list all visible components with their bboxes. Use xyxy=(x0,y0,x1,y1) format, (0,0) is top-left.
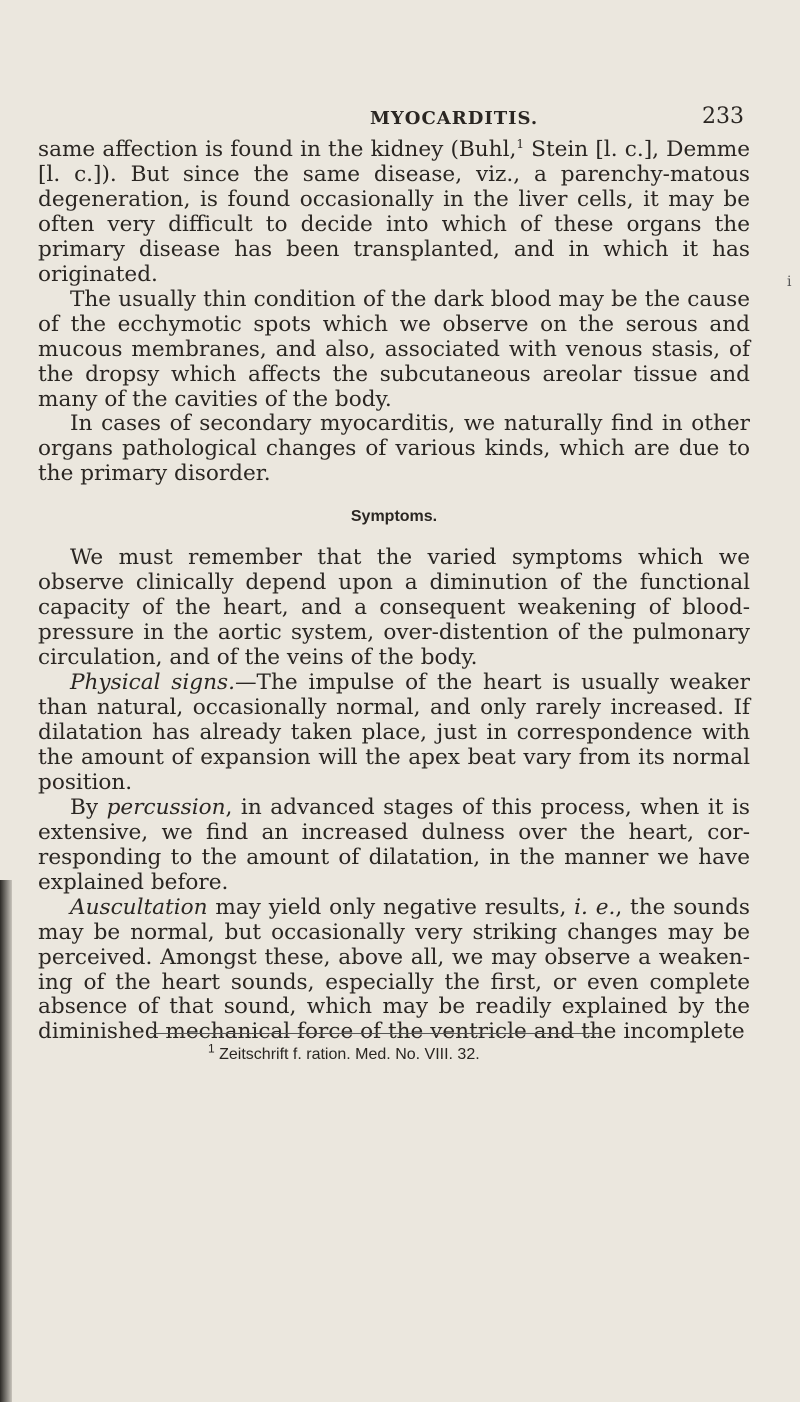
run-in-heading: percussion xyxy=(106,794,226,820)
margin-mark: i xyxy=(787,274,792,290)
footnote-marker: 1 xyxy=(208,1041,215,1056)
footnote-ref: 1 xyxy=(516,136,524,151)
page-header xyxy=(0,96,800,136)
footnote-text: Zeitschrift f. ration. Med. No. VIII. 32. xyxy=(214,1046,480,1063)
paragraph-6: Physical signs.—The impulse of the heart is usually weaker than natural, occasionally normal, and only rarely increased. If dilatation has already taken place, just in correspondence with the amount of expansion will the apex beat vary from its normal position. xyxy=(38,670,750,795)
paragraph-2: The usually thin condition of the dark blood may be the cause of the ecchymotic spots which we observe on the serous and mucous membranes, and also, associated with venous stasis, of the dropsy which affects the subcutaneous areolar tissue and many of the cavities of the body. xyxy=(38,286,750,412)
paragraph-3: In cases of secondary myocarditis, we naturally find in other organs pathological changes of various kinds, which are due to the primary disorder. xyxy=(38,411,750,487)
paragraph-1: same affection is found in the kidney (Buhl,$^1$ Stein [l. c.], Demme [l. c.]). But since the same disease, viz., a parenchy-matous degeneration, is found occasionally in the liver cells, it may be often very difficult to decide into which of these organs the primary disease has been transplanted, and in which it has originated. xyxy=(38,136,750,287)
run-in-heading: Physical signs. xyxy=(70,670,235,696)
footnote xyxy=(208,1041,480,1064)
body-text xyxy=(38,138,750,1045)
running-head: MYOCARDITIS. xyxy=(370,108,539,129)
page-number: 233 xyxy=(702,104,744,129)
section-heading: Symptoms. xyxy=(350,508,438,526)
paragraph-5: We must remember that the varied symptoms which we observe clinically depend upon a diminution of the functional capacity of the heart, and a consequent weakening of blood-pressure in the aortic system, over-distention of the pulmonary circulation, and of the veins of the body. xyxy=(38,545,750,671)
paragraph-7: By percussion, in advanced stages of this process, when it is extensive, we find an increased dulness over the heart, cor-responding to the amount of dilatation, in the manner we have explained before. xyxy=(38,794,750,895)
paragraph-8: Auscultation may yield only negative results, i. e., the sounds may be normal, but occasionally very striking changes may be perceived. Amongst these, above all, we may observe a weaken-ing of the heart sounds, especially the first, or even complete absence of that sound, which may be readily explained by the diminished mechanical force of the ventricle and the incomplete xyxy=(38,894,750,1045)
footnote-rule xyxy=(150,1033,600,1034)
page-edge-shadow xyxy=(0,880,12,1402)
run-in-heading: Auscultation xyxy=(70,894,208,920)
